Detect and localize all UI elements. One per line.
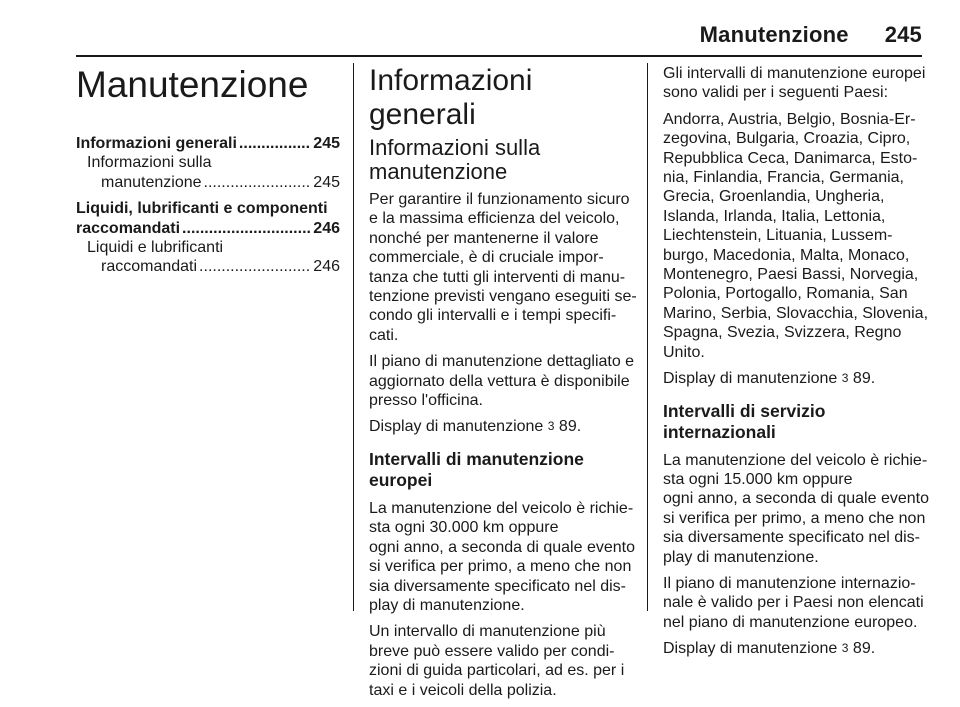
toc-entry-label: Liquidi e lubrificanti xyxy=(87,239,224,257)
text-line: Gli intervalli di manutenzione europei xyxy=(663,65,926,82)
page-number: 245 xyxy=(884,22,922,47)
cross-reference-text: Display di manutenzione xyxy=(663,370,838,388)
cross-reference[interactable] xyxy=(369,417,633,436)
toc-entry-liquidi-lubrificanti[interactable] xyxy=(76,238,340,277)
text-line: Unito. xyxy=(663,343,705,361)
cross-reference[interactable] xyxy=(663,639,927,658)
paragraph xyxy=(663,64,927,103)
text-line: cati. xyxy=(369,326,399,344)
paragraph xyxy=(369,190,637,345)
toc-entry-label-cont: raccomandati xyxy=(101,258,198,276)
text-line: tenzione previsti vengano eseguiti se- xyxy=(369,288,637,306)
text-line: Liechtenstein, Lituania, Lussem- xyxy=(663,227,893,245)
text-line: burgo, Macedonia, Malta, Monaco, xyxy=(663,246,910,264)
text-line: commerciale, è di cruciale impor- xyxy=(369,249,604,267)
text-line: ogni anno, a seconda di quale evento xyxy=(663,490,929,508)
toc-leader-dots xyxy=(182,219,311,238)
reference-arrow-icon: 3 xyxy=(841,641,849,656)
cross-reference-text: Display di manutenzione xyxy=(663,640,838,658)
text-line: Montenegro, Paesi Bassi, Norvegia, xyxy=(663,266,919,284)
text-line: Marino, Serbia, Slovacchia, Slovenia, xyxy=(663,304,929,322)
column-divider-1 xyxy=(353,63,354,611)
text-line: sta ogni 15.000 km oppure xyxy=(663,470,853,488)
content-column-2 xyxy=(369,64,637,707)
text-line: e la massima efficienza del veicolo, xyxy=(369,210,620,228)
toc-entry-page: 245 xyxy=(313,173,340,191)
toc-entry-page: 246 xyxy=(313,219,340,237)
toc-entry-informazioni-manutenzione[interactable] xyxy=(76,153,340,192)
reference-arrow-icon: 3 xyxy=(547,419,555,434)
text-line: play di manutenzione. xyxy=(369,596,525,614)
cross-reference-page: 89. xyxy=(852,370,876,388)
toc-entry-liquidi-componenti[interactable] xyxy=(76,199,340,238)
subsection-title-line: Informazioni sulla xyxy=(369,135,541,160)
text-line: sta ogni 30.000 km oppure xyxy=(369,519,559,537)
text-line: La manutenzione del veicolo è richie- xyxy=(663,451,928,469)
text-line: presso l'officina. xyxy=(369,392,483,410)
section-title: Informazioni generali xyxy=(369,64,533,131)
toc-entry-label-cont: raccomandati xyxy=(76,219,181,237)
country-list xyxy=(663,110,927,362)
toc-entry-label: Liquidi, lubrificanti e componenti xyxy=(76,200,328,218)
text-line: Il piano di manutenzione internazio- xyxy=(663,574,916,592)
text-line: La manutenzione del veicolo è richie- xyxy=(369,499,634,517)
toc-entry-page: 246 xyxy=(313,258,340,276)
toc-entry-label: Informazioni sulla xyxy=(87,154,212,172)
text-line: sono validi per i seguenti Paesi: xyxy=(663,84,889,102)
toc-leader-dots xyxy=(204,173,312,192)
text-line: Un intervallo di manutenzione più xyxy=(369,623,606,641)
paragraph xyxy=(369,352,633,410)
text-line: breve può essere valido per condi- xyxy=(369,642,615,660)
content-column-3 xyxy=(663,64,927,666)
paragraph xyxy=(369,499,633,615)
text-line: zioni di guida particolari, ad es. per i xyxy=(369,662,625,680)
text-line: Repubblica Ceca, Danimarca, Esto- xyxy=(663,149,918,167)
toc-entry-page: 245 xyxy=(313,135,340,152)
text-line: zegovina, Bulgaria, Croazia, Cipro, xyxy=(663,130,911,148)
text-line: nale è valido per i Paesi non elencati xyxy=(663,594,924,612)
text-line: taxi e i veicoli della polizia. xyxy=(369,681,557,699)
paragraph xyxy=(369,622,633,700)
text-line: Per garantire il funzionamento sicuro xyxy=(369,191,630,208)
paragraph xyxy=(663,451,927,567)
header-rule xyxy=(76,55,922,57)
text-line: tanza che tutti gli interventi di manu- xyxy=(369,268,626,286)
toc-column xyxy=(76,64,340,284)
toc-entry-informazioni-generali[interactable] xyxy=(76,134,340,153)
toc-entry-label: Informazioni generali xyxy=(76,135,237,152)
text-line: ogni anno, a seconda di quale evento xyxy=(369,538,635,556)
toc-leader-dots xyxy=(239,134,311,153)
running-header-title: Manutenzione xyxy=(699,22,849,47)
text-line: si verifica per primo, a meno che non xyxy=(369,558,632,576)
text-line: aggiornato della vettura è disponibile xyxy=(369,372,630,390)
heading-international-intervals: Intervalli di servizio internazionali xyxy=(663,400,826,442)
running-header xyxy=(700,22,922,48)
reference-arrow-icon: 3 xyxy=(841,371,849,386)
column-divider-2 xyxy=(647,63,648,611)
cross-reference-page: 89. xyxy=(852,640,876,658)
text-line: Spagna, Svezia, Svizzera, Regno xyxy=(663,324,902,342)
subsection-title-line: manutenzione xyxy=(369,159,508,184)
text-line: Andorra, Austria, Belgio, Bosnia-Er- xyxy=(663,110,916,128)
toc-leader-dots xyxy=(199,257,311,276)
text-line: Grecia, Groenlandia, Ungheria, xyxy=(663,188,885,206)
subsection-title xyxy=(369,136,633,184)
paragraph xyxy=(663,574,927,632)
text-line: sia diversamente specificato nel dis- xyxy=(369,577,627,595)
text-line: Il piano di manutenzione dettagliato e xyxy=(369,353,635,371)
toc-entry-label-cont: manutenzione xyxy=(101,173,202,191)
cross-reference[interactable] xyxy=(663,369,927,388)
text-line: play di manutenzione. xyxy=(663,548,819,566)
cross-reference-page: 89. xyxy=(558,418,582,436)
cross-reference-text: Display di manutenzione xyxy=(369,418,544,436)
chapter-title: Manutenzione xyxy=(76,64,309,105)
text-line: nonché per mantenerne il valore xyxy=(369,229,599,247)
text-line: nel piano di manutenzione europeo. xyxy=(663,613,918,631)
text-line: sia diversamente specificato nel dis- xyxy=(663,529,921,547)
text-line: Islanda, Irlanda, Italia, Lettonia, xyxy=(663,207,886,225)
text-line: si verifica per primo, a meno che non xyxy=(663,509,926,527)
heading-european-intervals: Intervalli di manutenzione europei xyxy=(369,448,584,490)
text-line: nia, Finlandia, Francia, Germania, xyxy=(663,169,904,187)
text-line: Polonia, Portogallo, Romania, San xyxy=(663,285,908,303)
text-line: condo gli intervalli e i tempi specifi- xyxy=(369,307,617,325)
